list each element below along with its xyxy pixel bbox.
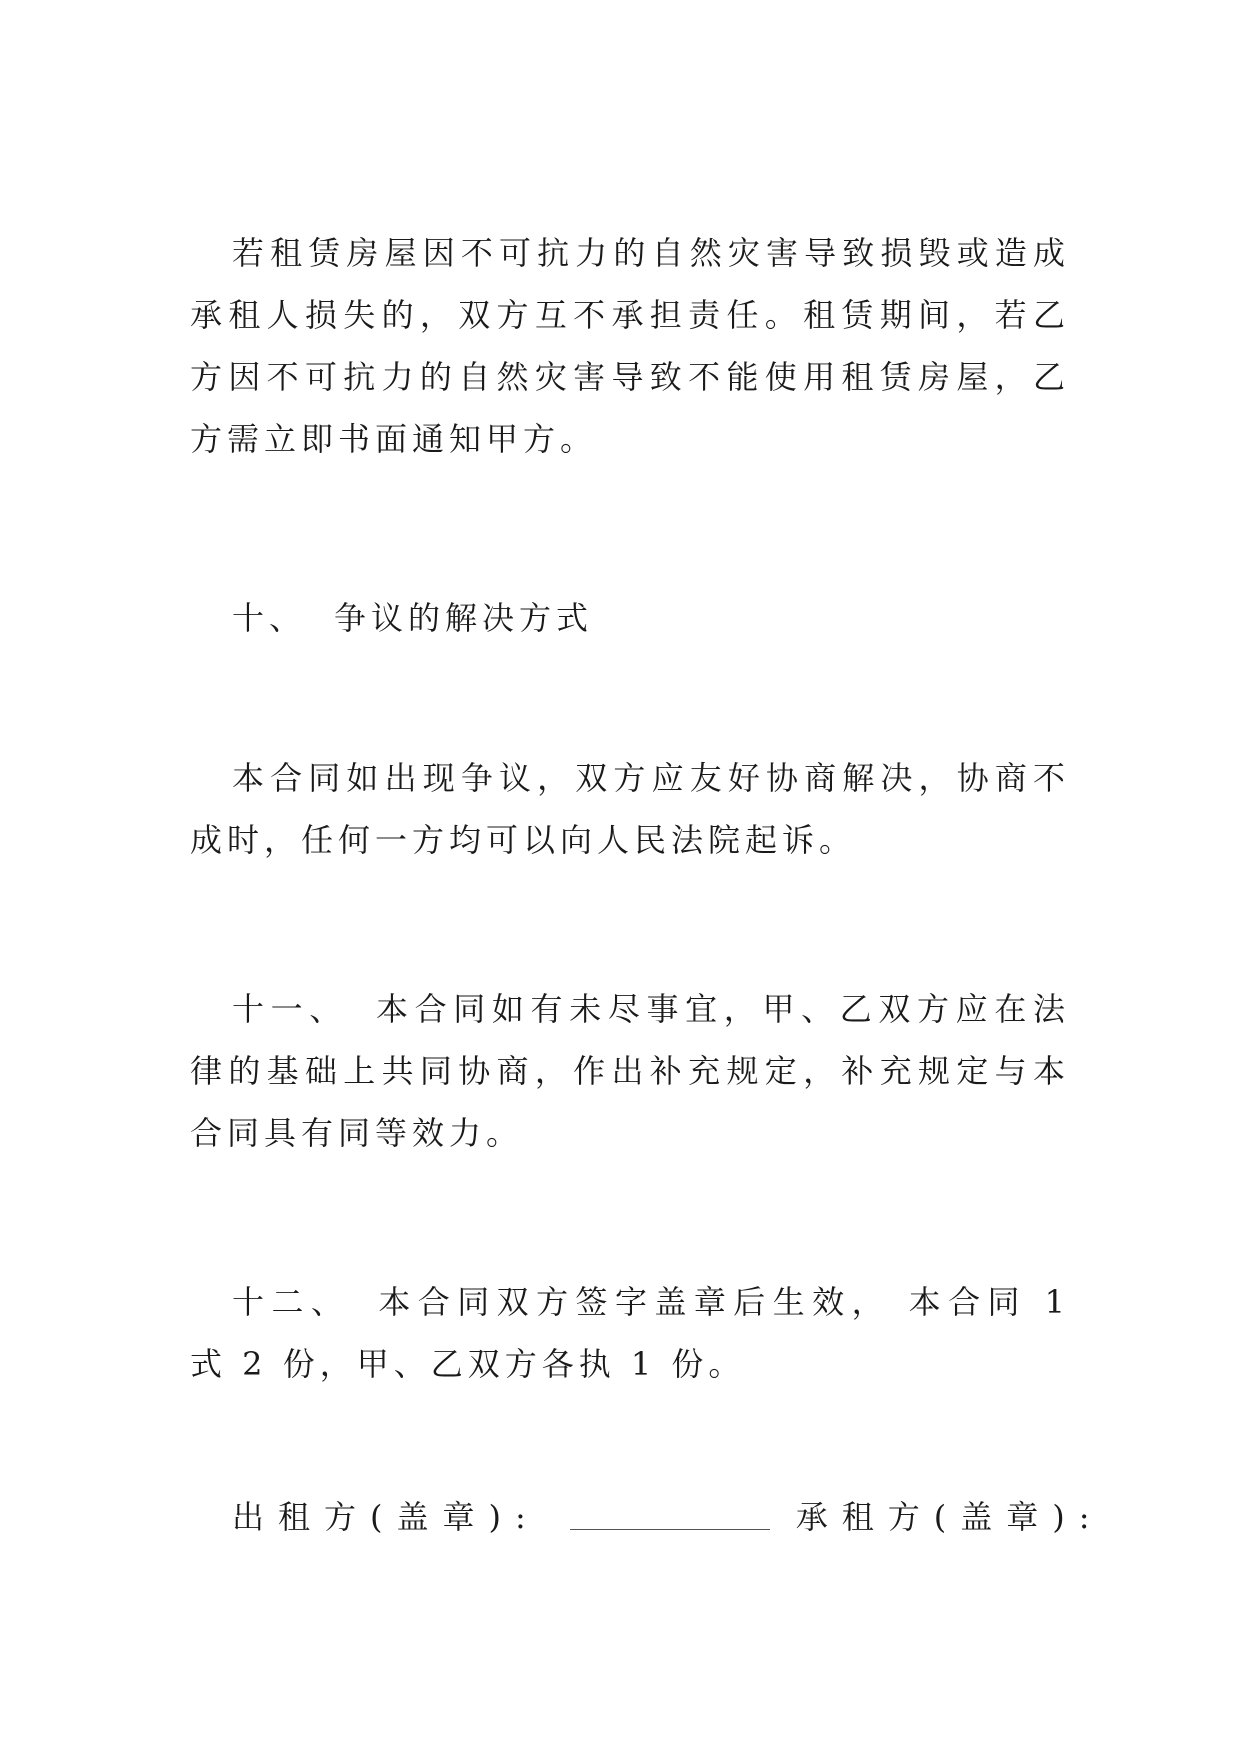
section-11-text: 本合同如有未尽事宜，甲、乙双方应在法律的基础上共同协商，作出补充规定，补充规定与本合同具有同等效力。 bbox=[190, 990, 1070, 1152]
paragraph-force-majeure: 若租赁房屋因不可抗力的自然灾害导致损毁或造成承租人损失的，双方互不承担责任。租赁期间，若乙方因不可抗力的自然灾害导致不能使用租赁房屋，乙方需立即书面通知甲方。 bbox=[190, 234, 1070, 458]
lessor-signature-label: 出租方(盖章): bbox=[232, 1498, 540, 1536]
signature-row bbox=[232, 1486, 1104, 1548]
section-11-number: 十一、 bbox=[232, 990, 348, 1028]
lessor-signature-blank bbox=[570, 1493, 770, 1530]
section-10-number: 十、 bbox=[232, 599, 307, 637]
section-12-paragraph bbox=[190, 1271, 1070, 1395]
lessee-signature-label: 承租方(盖章): bbox=[795, 1498, 1104, 1536]
section-12-number: 十二、 bbox=[232, 1283, 351, 1321]
section-12-text: 本合同双方签字盖章后生效， 本合同 1 式 2 份，甲、乙双方各执 1 份。 bbox=[190, 1283, 1070, 1383]
section-10-title: 争议的解决方式 bbox=[334, 599, 594, 637]
section-10-heading bbox=[232, 587, 593, 649]
paragraph-dispute: 本合同如出现争议，双方应友好协商解决，协商不成时，任何一方均可以向人民法院起诉。 bbox=[190, 759, 1070, 859]
section-11-paragraph bbox=[190, 978, 1070, 1164]
